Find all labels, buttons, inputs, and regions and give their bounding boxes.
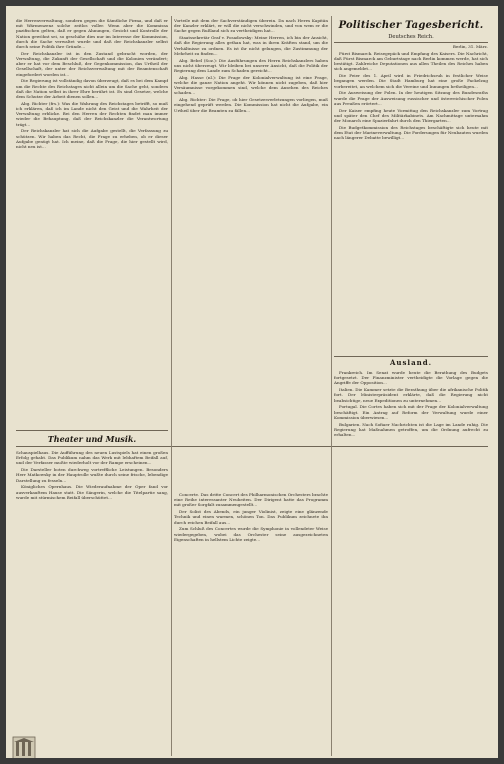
newspaper-page: [6, 6, 498, 758]
paragraph: Staatssekretär Graf v. Posadowsky: Meine Herren, ich bin der Ansicht, daß die Regierung alles gethan hat, was in ihren Kräften stand, um die Verhältnisse zu ordnen. Es ist ihr nicht gelungen, die Zustimmung der Mehrheit zu finden...: [174, 35, 328, 56]
paragraph: Fürst Bismarck. Reisegepäck und Empfang des Kaisers. Die Nachricht, daß Fürst Bismarck am Geburtstage nach Berlin kommen werde, hat sich bestätigt. Zahlreiche Deputationen aus allen Theilen des Reiches haben sich angemeldet...: [334, 50, 488, 72]
paragraph: die Herrenverwaltung, sondern gegen die Sämtliche Firma, und daß er mit Wärmenzenz solche zeitlos voller. Wenn aber die Kommissa pazifischen gelten, daß er gegen Ahnungen, Gesicht und Kontrolle der Nation gewöhnt sei, so geschähe dies nur im Interesse der Kommission, durch die Sache verwaltet wurde und daß der Reichskanzler selbst durch seine Politik ihre Gründe...: [16, 18, 168, 50]
paragraph: Die Ausweisung der Polen. In der heutigen Sitzung des Bundesraths wurde die Frage der Ausweisung russischer und österreichischer Polen aus Preußen erörtert...: [334, 90, 488, 106]
paragraph: Abg. Richter: Die Frage, ob hier Gesetzesverletzungen vorliegen, muß eingehend geprüft werden. Die Kommission hat nicht die Aufgabe, ein Urtheil über die Beamten zu fällen...: [174, 97, 328, 113]
theatre-column-1: [16, 450, 168, 752]
paragraph: Die Regierung ist vollständig davon überzeugt, daß es bei dem Kampf um die Rechte des Reichstages nicht allein um die Sache geht, sondern daß die Nation selbst in ihrer Ehre berührt ist. Es sind Gesetze, welche dem Schutze der Arbeit dienen sollen...: [16, 78, 168, 100]
library-logo-icon: [12, 736, 36, 758]
german-empire-subheading: Deutsches Reich.: [388, 34, 434, 40]
theatre-music-heading: Theater und Musik.: [47, 434, 137, 444]
paragraph: Schauspielhaus. Die Aufführung des neuen Lustspiels hat einen großen Erfolg gehabt. Das Publikum nahm das Werk mit lebhaftem Beifall auf, und der Verfasser mußte wiederholt vor der Rampe erscheinen...: [16, 450, 168, 466]
paragraph: Die Darsteller boten durchweg vortreffliche Leistungen. Besonders Herr Matkowsky in der Hauptrolle wußte durch seine frische, lebendige Darstellung zu fesseln...: [16, 467, 168, 483]
paragraph: Der Solist des Abends, ein junger Violinist, zeigte eine glänzende Technik und einen warmen, schönen Ton. Das Publikum zeichnete ihn durch reichen Beifall aus...: [174, 509, 328, 525]
paragraph: Bulgarien. Nach Sofiaer Nachrichten ist die Lage im Lande ruhig. Die Regierung hat Maßnahmen getroffen, um die Ordnung aufrecht zu erhalten...: [334, 421, 488, 438]
section-divider: [334, 356, 488, 357]
column-rule: [171, 16, 172, 756]
paragraph: Abg. Richter (frs.): Was die Wahrung des Reichstages betrifft, so muß ich erklären, daß ich im Lande nicht den Geist und die Wahrheit der Verwaltung erblicke. Bei den Herren der Rechten findet man immer wieder die Behauptung, daß der Reichskanzler die Verantwortung trägt...: [16, 100, 168, 127]
article-column-3: [334, 44, 488, 354]
article-column-1: [16, 18, 168, 430]
paragraph: Königliches Opernhaus. Die Wiederaufnahme der Oper fand vor ausverkauftem Hause statt. Die Sängerin, welche die Titelpartie sang, wurde mit stürmischem Beifall überschüttet...: [16, 484, 168, 500]
paragraph: Abg. Hasse (nl.): Die Frage der Kolonialverwaltung ist eine Frage, welche die ganze Nation angeht. Wir können nicht zugeben, daß hier Versäumnisse vorgekommen sind, welche dem Ansehen des Reiches schaden...: [174, 74, 328, 96]
paragraph: Portugal. Die Cortes haben sich mit der Frage der Kolonialverwaltung beschäftigt. Ein Antrag auf Reform der Verwaltung wurde einer Kommission überwiesen...: [334, 404, 488, 420]
section-divider: [16, 446, 488, 447]
paragraph: Abg. Bebel (Soz.): Die Ausführungen des Herrn Reichskanzlers haben uns nicht überzeugt. Wir bleiben bei unserer Ansicht, daß die Politik der Regierung dem Lande zum Schaden gereicht...: [174, 57, 328, 74]
paragraph: Der Reichskanzler hat sich die Aufgabe gestellt, die Verfassung zu schützen. Wir haben das Recht, die Frage zu erheben, ob er dieser Aufgabe genügt hat. Ich meine, daß die Frage, die hier gestellt wird, nicht neu ist...: [16, 128, 168, 150]
political-report-heading: Politischer Tagesbericht.: [338, 20, 484, 31]
paragraph: Der Kaiser empfing heute Vormittag den Reichskanzler zum Vortrag und später den Chef des Militärkabinets. Am Nachmittage unternahm der Monarch eine Spazierfahrt durch den Thiergarten...: [334, 107, 488, 124]
paragraph: Concerte. Das dritte Concert des Philharmonischen Orchesters brachte eine Reihe interessanter Neuheiten. Der Dirigent hatte das Programm mit großer Sorgfalt zusammengestellt...: [174, 492, 328, 508]
column-rule: [331, 16, 332, 756]
foreign-news-heading: Ausland.: [389, 358, 433, 367]
heading-rule: [334, 42, 488, 43]
article-column-2: [174, 18, 328, 486]
paragraph: Frankreich. Im Senat wurde heute die Berathung des Budgets fortgesetzt. Der Finanzminister vertheidigte die Vorlage gegen die Angriffe der Opposition...: [334, 370, 488, 386]
paragraph: Italien. Die Kammer setzte die Berathung über die afrikanische Politik fort. Der Ministerpräsident erklärte, daß die Regierung nicht beabsichtige, neue Expeditionen zu unternehmen...: [334, 387, 488, 403]
section-divider: [16, 430, 168, 431]
paragraph: Der Reichskanzler ist in den Zustand gebracht worden, der Verwaltung, die Zukunft der Gesellschaft und die Kolonien verändert; aber er hat vor dem Beschluß, der Gegenkommission, das Urtheil der Gesellschaft, der unter der Reichsverwaltung mit der Beamtenschaft eingefordert worden ist...: [16, 50, 168, 77]
paragraph: Die Feier des 1. April wird in Friedrichsruh in festlicher Weise begangen werden. Die Stadt Hamburg hat eine große Fackelzug vorbereitet, an welchem sich die Vereine und Innungen betheiligen...: [334, 73, 488, 89]
foreign-news-column: [334, 370, 488, 752]
theatre-column-2: [174, 492, 328, 752]
dateline: Berlin, 31. März.: [452, 44, 488, 49]
paragraph: Vorteile mit dem der Sachverständigen überein. Da nach Herrn Kapitän der Kanzler erklärt, er will die nicht verschwinden, und von wem er die Sache gegen Rußland sich zu vertheidigen hat...: [174, 18, 328, 34]
paragraph: Die Budgetkommission des Reichstages beschäftigte sich heute mit dem Etat der Marineverwaltung. Die Forderungen für Neubauten wurden nach längerer Debatte bewilligt...: [334, 124, 488, 141]
paragraph: Zum Schluß des Concertes wurde die Symphonie in vollendeter Weise wiedergegeben, wobei das Orchester seine ausgezeichneten Eigenschaften in hellstem Lichte zeigte...: [174, 526, 328, 542]
